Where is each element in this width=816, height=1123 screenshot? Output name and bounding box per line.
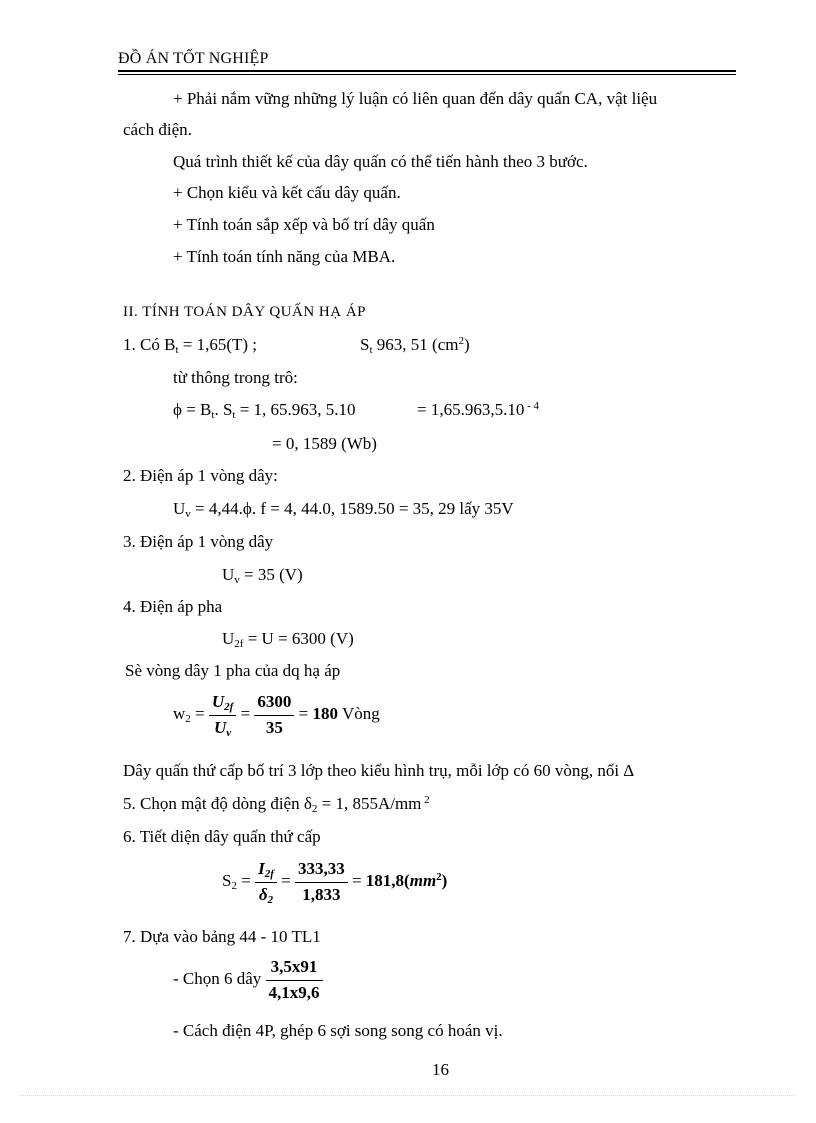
- turns-result: 180: [312, 704, 339, 724]
- turns-formula: $w_2$ = $\frac{U_{2f}}{U_v}$ = $\frac{6300}{35}$ = 180 Vòng: [173, 692, 380, 739]
- step-1-line: 1. Có $B_t = 1,65(T)$ ;: [123, 335, 258, 356]
- area-fraction-symbolic: $\frac{I_{2f}}{\delta_2}$: [255, 860, 277, 904]
- area-result: $181,8(mm^2)$: [365, 871, 448, 891]
- page-number: 16: [432, 1060, 449, 1079]
- area-fraction-numeric: $\frac{333,33}{1,833}$: [295, 860, 348, 904]
- header-rule-thick: [118, 70, 736, 72]
- step-1-area: $S_t$ 963, 51 $(cm^2)$: [360, 335, 470, 356]
- section-heading: II. TÍNH TOÁN DÂY QUẤN HẠ ÁP: [123, 304, 367, 320]
- page-header-title: ĐỒ ÁN TỐT NGHIỆP: [118, 50, 269, 67]
- turns-fraction-symbolic: $\frac{U_{2f}}{U_v}$: [209, 693, 236, 737]
- flux-label: từ thông trong trô:: [173, 368, 298, 387]
- step-3-formula: $U_v = 35$ (V): [222, 565, 303, 586]
- step-4-label: 4. Điện áp pha: [123, 597, 223, 616]
- step-6-formula: $S_2$ = $\frac{I_{2f}}{\delta_2}$ = $\frac{333,33}{1,833}$ = $181,8(mm^2)$: [222, 859, 448, 906]
- page-bottom-border: [20, 1095, 796, 1096]
- bullet-2: + Tính toán sắp xếp và bố trí dây quấn: [173, 215, 435, 234]
- step-2-label: 2. Điện áp 1 vòng dây:: [123, 466, 278, 485]
- intro-line-1: + Phải nắm vững những lý luận có liên quan đến dây quấn CA, vật liệu: [173, 89, 658, 108]
- flux-result: = 0, 1589 (Wb): [272, 434, 377, 453]
- step-6-label: 6. Tiết diện dây quấn thứ cấp: [123, 827, 321, 846]
- intro-line-2: cách điện.: [123, 120, 192, 139]
- step-7-label: 7. Dựa vào bảng 44 - 10 TL1: [123, 927, 321, 946]
- step-5-line: 5. Chọn mật độ dòng điện $\delta_2 = 1$, 855A/mm $^2$: [123, 794, 430, 815]
- step-7-choice: - Chọn 6 dây $\frac{3,5x91}{4,1x9,6}$: [173, 958, 323, 1002]
- intro-line-3: Quá trình thiết kế của dây quấn có thể tiến hành theo 3 bước.: [173, 152, 588, 171]
- step-4-formula: $U_{2f} = U = 6300$ (V): [222, 629, 354, 650]
- step-3-label: 3. Điện áp 1 vòng dây: [123, 532, 274, 551]
- turns-fraction-numeric: $\frac{6300}{35}$: [254, 693, 294, 737]
- turns-unit: Vòng: [341, 704, 380, 724]
- layout-note: Dây quấn thứ cấp bố trí 3 lớp theo kiểu hình trụ, mỗi lớp có 60 vòng, nối Δ: [123, 761, 635, 780]
- header-rule-thin: [118, 74, 736, 75]
- flux-formula: $\phi = B_t$. $S_t = 1$, 65.963, 5.10: [173, 400, 356, 421]
- step-7-insulation: - Cách điện 4P, ghép 6 sợi song song có hoán vị.: [173, 1021, 503, 1040]
- flux-formula-alt: = 1,65.963,5.10 $^{- 4}$: [417, 400, 540, 419]
- wire-size-fraction: $\frac{3,5x91}{4,1x9,6}$: [266, 958, 323, 1002]
- bullet-1: + Chọn kiểu và kết cấu dây quấn.: [173, 183, 401, 202]
- step-2-formula: $U_v = 4,44.\phi$. f = 4, 44.0, 1589.50 = 35, 29 lấy 35V: [173, 499, 514, 520]
- turns-label: Sè vòng dây 1 pha của dq hạ áp: [125, 661, 341, 680]
- bullet-3: + Tính toán tính năng của MBA.: [173, 247, 396, 266]
